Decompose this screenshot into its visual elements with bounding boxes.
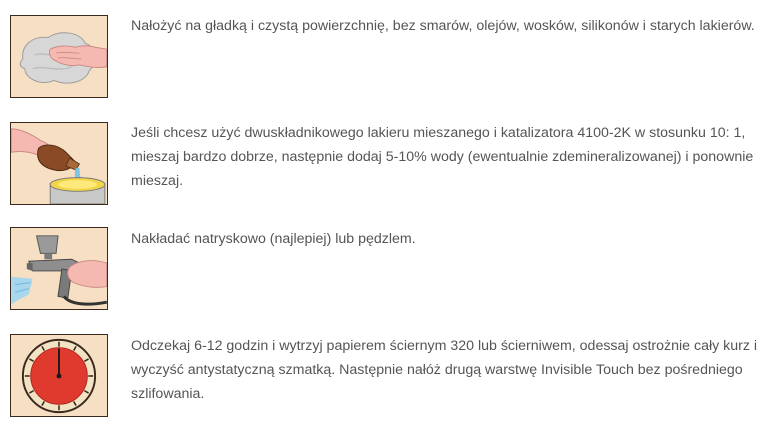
step-1-text: Nałożyć na gładką i czystą powierzchnię, bez smarów, olejów, wosków, silikonów i starych lakierów.	[131, 18, 755, 34]
spray-gun-icon	[10, 227, 108, 310]
clock-icon	[10, 334, 108, 417]
step-3-text: Nakładać natryskowo (najlepiej) lub pędzlem.	[131, 231, 416, 247]
wiping-hand-icon	[10, 15, 108, 98]
mixing-pour-icon	[10, 122, 108, 205]
step-4-text: Odczekaj 6-12 godzin i wytrzyj papierem ściernym 320 lub ścierniwem, odessaj ostrożnie cały kurz i wyczyść antystatyczną szmatką. Następnie nałóż drugą warstwę Invisible Touch bez pośredniego szlifowania.	[131, 338, 758, 402]
step-2-text: Jeśli chcesz użyć dwuskładnikowego lakieru mieszanego i katalizatora 4100-2K w stosunku 10: 1, mieszaj bardzo dobrze, następnie dodaj 5-10% wody (ewentualnie zdemineralizowanej) i ponownie mieszaj.	[131, 125, 754, 189]
